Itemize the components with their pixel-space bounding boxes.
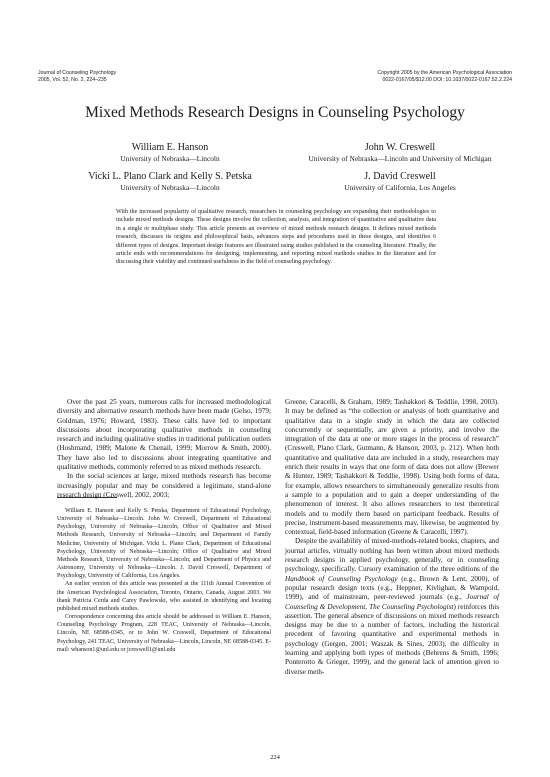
footnote-rule [57, 497, 117, 498]
author-block-1 [70, 141, 270, 163]
text-run: ) reinforces this assertion. The general absence of discussions on mixed methods research designs may be due to a number of factors, including the historical precedent of favoring quantitative and experimental methods in psychology (Gergen, 2001; Waszak & Sines, 2003), the difficulty in learning and applying both types of methods (Behrens & Smith, 1996; Ponterotto & Grieger, 1999), and the general lack of attention given to diverse meth- [285, 602, 499, 676]
body-paragraph: Greene, Caracelli, & Graham, 1989; Tashakkori & Teddlie, 1998, 2003). It may be defined as “the collection or analysis of both quantitative and qualitative data in a single study in which the data are collected concurrently or sequentially, are given a priority, and involve the integration of the data at one or more stages in the process of research” (Creswell, Plano Clark, Gutmann, & Hanson, 2003, p. 212). When both quantitative and qualitative data are included in a study, researchers may enrich their results in ways that one form of data does not allow (Brewer & Hunter, 1989; Tashakkori & Teddlie, 1998). Using both forms of data, for example, allows researchers to simultaneously generalize results from a sample to a population and to gain a deeper understanding of the phenomenon of interest. It also allows researchers to test theoretical models and to modify them based on participant feedback. Results of precise, instrument-based measurements may, likewise, be augmented by contextual, field-based information (Greene & Caracelli, 1997). [285, 398, 499, 537]
author-name: John W. Creswell [364, 142, 436, 153]
volume-info: 2005, Vol. 52, No. 2, 224–235 [38, 76, 107, 83]
author-block-2 [282, 141, 518, 163]
author-affiliation: University of California, Los Angeles [344, 183, 456, 192]
body-column-right [285, 398, 499, 677]
journal-name: Journal of Counseling Psychology [38, 70, 117, 76]
author-block-4 [300, 170, 500, 192]
author-name: Vicki L. Plano Clark and Kelly S. Petska [88, 171, 252, 182]
journal-header [38, 70, 116, 83]
body-paragraph: In the social sciences at large, mixed methods research has become increasingly popular and may be considered a legitimate, stand-alone research design (Creswell, 2002, 2003; [57, 472, 271, 499]
author-note-correspondence: Correspondence concerning this article should be addressed to William E. Hanson, Counseling Psychology Program, 228 TEAC, University of Nebraska—Lincoln, Lincoln, NE 68588-0345, or to John W. Creswell, Department of Educational Psychology, 241 TEAC, University of Nebraska—Lincoln, Lincoln, NE 68588-0345. E-mail: whanson1@unl.edu or jcreswell1@unl.edu [57, 614, 271, 653]
body-paragraph [285, 537, 499, 676]
doi-line: 0022-0167/05/$12.00 DOI: 10.1037/0022-0167.52.2.224 [382, 76, 512, 83]
author-affiliation: University of Nebraska—Lincoln and University of Michigan [308, 154, 492, 163]
italic-title: Journal of Counseling & Development, The Counseling Psychologist [285, 593, 500, 611]
author-name: William E. Hanson [131, 142, 209, 153]
author-block-3 [55, 170, 285, 192]
author-note-affiliations: William E. Hanson and Kelly S. Petska, Department of Educational Psychology, University of Nebraska—Lincoln. John W. Creswell, Department of Educational Psychology, University of Nebraska—Lincoln; Office of Qualitative and Mixed Methods Research, University of Nebraska—Lincoln; and Department of Family Medicine, University of Michigan. Vicki L. Plano Clark, Department of Educational Psychology, University of Nebraska—Lincoln; Office of Qualitative and Mixed Methods Research, University of Nebraska—Lincoln; and Department of Physics and Astronomy, University of Nebraska—Lincoln. J. David Creswell, Department of Psychology, University of California, Los Angeles. [57, 508, 271, 580]
author-note-acknowledgments: An earlier version of this article was presented at the 111th Annual Convention of the American Psychological Association, Toronto, Ontario, Canada, August 2003. We thank Patricia Cerda and Carey Pawlowski, who assisted in identifying and locating published mixed methods studies. [57, 581, 271, 612]
text-run: Despite the availability of mixed-methods-related books, chapters, and journal articles, virtually nothing has been written about mixed methods research designs in applied psychology, generally, or in counseling psychology, specifically. Cursory examination of the three editions of the [285, 537, 499, 574]
page-number: 224 [270, 754, 280, 761]
abstract: With the increased popularity of qualitative research, researchers in counseling psychology are expanding their methodologies to include mixed methods designs. These designs involve the collection, analysis, and integration of quantitative and qualitative data in a single or multiphase study. This article presents an overview of mixed methods research designs. It defines mixed methods research, discusses its origins and philosophical basis, advances steps and procedures used in these designs, and identifies 6 different types of designs. Important design features are illustrated using studies published in the counseling literature. Finally, the article ends with recommendations for designing, implementing, and reporting mixed methods studies in the literature and for discussing their viability and continued usefulness in the field of counseling psychology. [116, 209, 436, 266]
italic-title: Handbook of Counseling Psychology [285, 574, 398, 583]
text-run: (e.g., Brown & Lent, 2000), of popular research design texts (e.g., Heppner, Kivlighan, & Wampold, 1999), and of mainstream, peer-reviewed journals (e.g., [285, 574, 499, 602]
copyright-header [377, 70, 512, 83]
author-affiliation: University of Nebraska—Lincoln [120, 183, 220, 192]
body-column-left [57, 398, 271, 500]
author-affiliation: University of Nebraska—Lincoln [120, 154, 220, 163]
copyright-line: Copyright 2005 by the American Psychological Association [377, 70, 512, 76]
author-note [57, 507, 271, 654]
article-title: Mixed Methods Research Designs in Counseling Psychology [85, 104, 465, 121]
body-paragraph: Over the past 25 years, numerous calls for increased methodological diversity and alternative research methods have been made (Gelso, 1979; Goldman, 1976; Howard, 1983). These calls have led to important discussions about incorporating qualitative methods in counseling research and including qualitative studies in traditional publication outlets (Hoshmand, 1989; Malone & Chenail, 1999; Morrow & Smith, 2000). They have also led to discussions about integrating quantitative and qualitative methods, commonly referred to as mixed methods research. [57, 398, 271, 472]
author-name: J. David Creswell [364, 171, 436, 182]
